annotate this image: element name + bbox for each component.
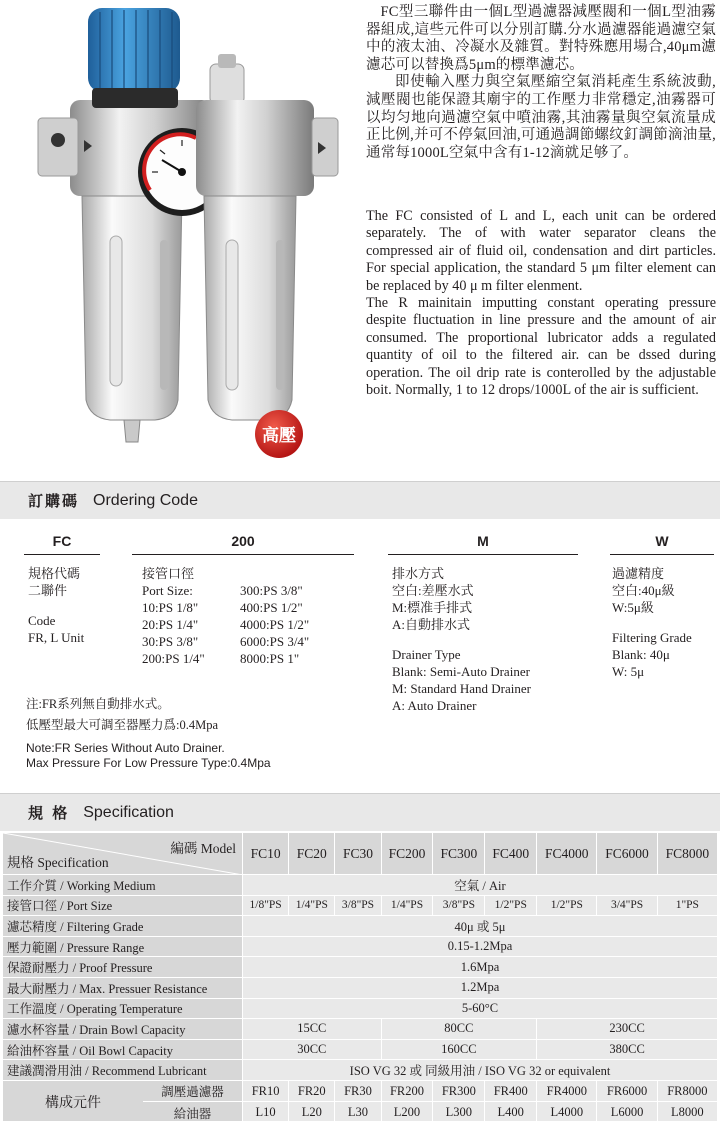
filter-zh-0: 過濾精度	[612, 566, 665, 581]
value-lubricant: ISO VG 32 或 同級用油 / ISO VG 32 or equivalent	[243, 1060, 718, 1081]
intro-zh-para-2: 即使輸入壓力與空氣壓縮空氣消耗產生系統波動,減壓閥也能保證其廟宇的工作壓力非常穩定,油霧器可以均匀地向過濾空氣中噴油霧,其油霧量與空氣流量成正比例,并可不停氣回油,可通過調節螺纹釘調節滴油量,通常每1000L空氣中含有1-12滴就足够了。	[366, 74, 716, 161]
port-cell: 3/4"PS	[597, 895, 657, 916]
port-cell: 1/4"PS	[381, 895, 433, 916]
specification-table	[2, 832, 718, 1121]
label-oil-bowl: 給油杯容量 / Oil Bowl Capacity	[3, 1039, 243, 1060]
intro-english	[366, 208, 716, 399]
filter-zh-2: W:5μ級	[612, 600, 654, 615]
label-filtering-grade: 濾芯精度 / Filtering Grade	[3, 916, 243, 937]
spec-diagonal-header	[3, 833, 243, 875]
regulator-cell: FR20	[289, 1080, 335, 1102]
drain-bowl-cell: 15CC	[243, 1019, 382, 1040]
regulator-cell: FR300	[433, 1080, 485, 1102]
port-cell: 1/2"PS	[537, 895, 597, 916]
label-proof-pressure: 保證耐壓力 / Proof Pressure	[3, 957, 243, 978]
port-cell: 1/2"PS	[485, 895, 537, 916]
drain-en-2: M: Standard Hand Drainer	[392, 681, 531, 696]
label-port-size: 接管口徑 / Port Size	[3, 895, 243, 916]
drain-bowl-cell: 80CC	[381, 1019, 537, 1040]
row-working-medium	[3, 875, 718, 896]
row-proof-pressure	[3, 957, 718, 978]
code-200: 200	[132, 533, 354, 555]
intro-zh-para-1: FC型三聯件由一個L型過濾器減壓閥和一個L型油霧器組成,這些元件可以分別訂購.分水過濾器能過濾空氣中的液太油、冷凝水及雜質。對特殊應用場合,40μm濾濾芯可以替換爲5μm的標準濾芯。	[366, 4, 716, 73]
label-components: 構成元件	[45, 1095, 101, 1111]
lubricator-cell: L4000	[537, 1102, 597, 1121]
model-col: FC300	[433, 833, 485, 875]
product-photo-frl-unit	[0, 0, 358, 470]
filter-en-0: Filtering Grade	[612, 630, 692, 645]
regulator-cell: FR400	[485, 1080, 537, 1102]
oil-bowl-cell: 30CC	[243, 1039, 382, 1060]
oil-bowl-cell: 380CC	[537, 1039, 718, 1060]
label-max-pressure: 最大耐壓力 / Max. Pressuer Resistance	[3, 977, 243, 998]
note-en-2: Max Pressure For Low Pressure Type:0.4Mpa	[26, 756, 271, 770]
port-item: Port Size:	[142, 583, 193, 598]
drainer-description	[392, 565, 531, 714]
code-fc: FC	[24, 533, 100, 555]
adjust-knob	[88, 8, 180, 92]
drain-en-3: A: Auto Drainer	[392, 698, 477, 713]
port-item: 6000:PS 3/4"	[240, 634, 310, 649]
regulator-cell: FR4000	[537, 1080, 597, 1102]
value-proof-pressure: 1.6Mpa	[243, 957, 718, 978]
note-en-1: Note:FR Series Without Auto Drainer.	[26, 741, 225, 755]
spec-title-en: Specification	[83, 803, 174, 821]
port-cell: 1"PS	[657, 895, 717, 916]
lubricator-cell: L6000	[597, 1102, 657, 1121]
filter-zh-1: 空白:40μ級	[612, 583, 675, 598]
lubricator-cell: L20	[289, 1102, 335, 1121]
intro-en-para-2: The R mainitain imputting constant operating pressure despite fluctuation in line pressure and the amount of air consumed. The proportional lubricator adds a regulated quantity of oil to the filtered air. can be dssed during operation. The oil drip rate is conterolled by the adjustable boit. Normally, 1 to 12 drops/1000L of the air is sufficient.	[366, 295, 716, 399]
fc-en-2: FR, L Unit	[28, 630, 85, 645]
filter-en-1: Blank: 40μ	[612, 647, 670, 662]
regulator-cell: FR6000	[597, 1080, 657, 1102]
port-size-description	[142, 565, 360, 667]
spec-title-zh: 規 格	[28, 804, 70, 822]
label-lubricant: 建議潤滑用油 / Recommend Lubricant	[3, 1060, 243, 1081]
drain-zh-0: 排水方式	[392, 566, 445, 581]
label-working-medium: 工作介質 / Working Medium	[3, 875, 243, 896]
port-item: 10:PS 1/8"	[142, 600, 199, 615]
drain-en-1: Blank: Semi-Auto Drainer	[392, 664, 530, 679]
fc-zh-1: 規格代碼	[28, 566, 81, 581]
model-col: FC10	[243, 833, 289, 875]
port-item: 30:PS 3/8"	[142, 634, 199, 649]
regulator-cell: FR200	[381, 1080, 433, 1102]
model-col: FC200	[381, 833, 433, 875]
lubricator-cell: L30	[335, 1102, 381, 1121]
drain-bowl-cell: 230CC	[537, 1019, 718, 1040]
value-pressure-range: 0.15-1.2Mpa	[243, 936, 718, 957]
regulator-cell: FR10	[243, 1080, 289, 1102]
value-max-pressure: 1.2Mpa	[243, 977, 718, 998]
ordering-code-header	[0, 481, 720, 519]
row-oil-bowl	[3, 1039, 718, 1060]
port-item: 400:PS 1/2"	[240, 600, 303, 615]
filter-en-2: W: 5μ	[612, 664, 645, 679]
model-col: FC4000	[537, 833, 597, 875]
label-drain-bowl: 濾水杯容量 / Drain Bowl Capacity	[3, 1019, 243, 1040]
fc-description	[28, 565, 84, 646]
row-filtering-grade	[3, 916, 718, 937]
oil-bowl-cell: 160CC	[381, 1039, 537, 1060]
intro-en-para-1: The FC consisted of L and L, each unit can be ordered separately. The of with water separator cleans the compressed air of fluid oil, condensation and dirt particles. For special application, the standard 5 μm filter element can be replaced by 40 μ m filter elenment.	[366, 208, 716, 294]
port-cell: 3/8"PS	[335, 895, 381, 916]
badge-text: 高壓	[262, 426, 296, 446]
row-drain-bowl	[3, 1019, 718, 1040]
fc-zh-2: 二聯件	[28, 583, 68, 598]
value-working-medium: 空氣 / Air	[243, 875, 718, 896]
label-pressure-range: 壓力範圍 / Pressure Range	[3, 936, 243, 957]
intro-chinese	[366, 4, 716, 162]
lubricator-cell: L200	[381, 1102, 433, 1121]
row-port-size	[3, 895, 718, 916]
header-model: 編碼 Model	[170, 841, 236, 856]
value-operating-temperature: 5-60°C	[243, 998, 718, 1019]
label-lubricator: 給油器	[173, 1106, 212, 1121]
ordering-title-zh: 訂購碼	[28, 492, 80, 510]
fc-en-1: Code	[28, 613, 56, 628]
ordering-title-en: Ordering Code	[93, 491, 198, 509]
row-operating-temperature	[3, 998, 718, 1019]
port-item: 4000:PS 1/2"	[240, 617, 310, 632]
drain-zh-1: 空白:差壓水式	[392, 583, 474, 598]
model-col: FC6000	[597, 833, 657, 875]
row-pressure-range	[3, 936, 718, 957]
row-lubricant	[3, 1060, 718, 1081]
note-zh-2: 低壓型最大可調至器壓力爲:0.4Mpa	[26, 718, 219, 732]
code-m: M	[388, 533, 578, 555]
code-w: W	[610, 533, 714, 555]
lubricator-body	[196, 100, 314, 196]
note-zh-1: 注:FR系列無自動排水式。	[26, 697, 170, 711]
port-item: 8000:PS 1"	[240, 651, 300, 666]
drain-zh-2: M:標准手排式	[392, 600, 473, 615]
model-col: FC400	[485, 833, 537, 875]
port-item: 200:PS 1/4"	[142, 651, 205, 666]
header-spec: 規格 Specification	[7, 855, 109, 870]
lubricator-cell: L400	[485, 1102, 537, 1121]
drain-zh-3: A:自動排水式	[392, 617, 471, 632]
lubricator-cell: L8000	[657, 1102, 717, 1121]
port-cell: 1/4"PS	[289, 895, 335, 916]
drain-en-0: Drainer Type	[392, 647, 461, 662]
lubricator-cell: L300	[433, 1102, 485, 1121]
filter-grade-description	[612, 565, 692, 680]
lubricator-cell: L10	[243, 1102, 289, 1121]
port-size-list	[142, 582, 360, 667]
row-regulators	[3, 1080, 718, 1102]
row-max-pressure	[3, 977, 718, 998]
port-item: 20:PS 1/4"	[142, 617, 199, 632]
label-operating-temperature: 工作溫度 / Operating Temperature	[3, 998, 243, 1019]
port-cell: 1/8"PS	[243, 895, 289, 916]
port-zh: 接管口徑	[142, 566, 195, 581]
regulator-cell: FR8000	[657, 1080, 717, 1102]
model-col: FC30	[335, 833, 381, 875]
port-item: 300:PS 3/8"	[240, 583, 303, 598]
specification-header	[0, 793, 720, 831]
model-col: FC8000	[657, 833, 717, 875]
model-col: FC20	[289, 833, 335, 875]
value-filtering-grade: 40μ 或 5μ	[243, 916, 718, 937]
components-label-cell	[3, 1080, 243, 1121]
regulator-cell: FR30	[335, 1080, 381, 1102]
port-cell: 3/8"PS	[433, 895, 485, 916]
label-regulator: 調壓過濾器	[143, 1081, 242, 1103]
spec-header-row	[3, 833, 718, 875]
